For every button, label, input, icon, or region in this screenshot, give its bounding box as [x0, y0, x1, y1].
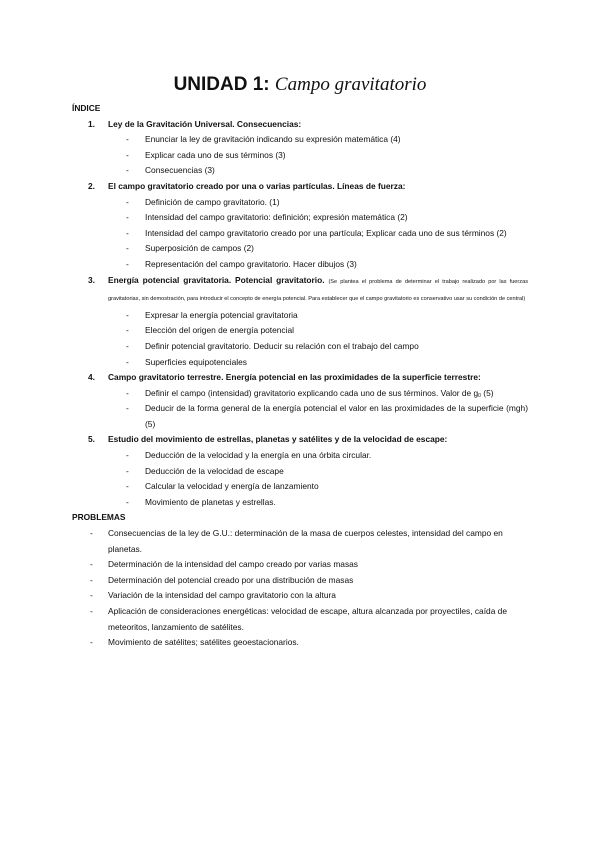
section-note: (Se plantea el problema de determinar el trabajo realizado por las fuerzas gravitatorias, sin demostración, para introducir el concepto de energía potencial. Para establecer que el campo gravitatorio es conservativo usar su condición de central)	[108, 278, 528, 303]
dash-bullet: -	[126, 496, 129, 507]
list-item	[0, 132, 600, 148]
list-item	[0, 401, 600, 432]
section-number: 4.	[88, 372, 95, 383]
dash-bullet: -	[126, 387, 129, 398]
dash-bullet: -	[90, 606, 93, 616]
problem-text: Consecuencias de la ley de G.U.: determinación de la masa de cuerpos celestes, intensidad del campo en planetas.	[108, 528, 503, 554]
section-title-text: Estudio del movimiento de estrellas, planetas y satélites y de la velocidad de escape:	[108, 434, 448, 445]
list-item	[0, 355, 600, 371]
problem-text: Variación de la intensidad del campo gravitatorio con la altura	[108, 590, 336, 601]
problem-item	[0, 604, 600, 635]
section-number: 5.	[88, 434, 95, 445]
list-item-text: Deducción de la velocidad y la energía en una órbita circular.	[145, 450, 372, 461]
problem-item	[0, 588, 600, 604]
list-item-text: Definición de campo gravitatorio. (1)	[145, 196, 280, 207]
list-item-text: Superficies equipotenciales	[145, 356, 247, 367]
dash-bullet: -	[126, 403, 129, 414]
list-item	[0, 386, 600, 402]
dash-bullet: -	[90, 574, 93, 585]
dash-bullet: -	[126, 450, 129, 461]
list-item-text: Movimiento de planetas y estrellas.	[145, 496, 276, 507]
list-item	[0, 210, 600, 226]
section-1	[0, 117, 600, 179]
section-5	[0, 432, 600, 510]
problem-text: Determinación de la intensidad del campo creado por varias masas	[108, 559, 358, 570]
dash-bullet: -	[126, 356, 129, 367]
list-item-text: Enunciar la ley de gravitación indicando su expresión matemática (4)	[145, 134, 401, 145]
section-title-text: Energía potencial gravitatoria. Potencial gravitatorio.	[108, 274, 325, 285]
page-title	[0, 72, 600, 98]
dash-bullet: -	[126, 212, 129, 223]
list-item	[0, 226, 600, 242]
section-number: 2.	[88, 180, 95, 191]
list-item-text: Intensidad del campo gravitatorio: definición; expresión matemática (2)	[145, 212, 408, 223]
index-heading: ÍNDICE	[72, 103, 101, 113]
dash-bullet: -	[126, 258, 129, 269]
section-title-text: El campo gravitatorio creado por una o varias partículas. Líneas de fuerza:	[108, 180, 406, 191]
problem-item	[0, 573, 600, 589]
list-item-text: Definir potencial gravitatorio. Deducir su relación con el trabajo del campo	[145, 340, 419, 351]
section-number: 1.	[88, 118, 95, 129]
title-unit: UNIDAD 1:	[173, 74, 270, 95]
dash-bullet: -	[126, 149, 129, 160]
dash-bullet: -	[90, 559, 93, 570]
section-3	[0, 273, 600, 371]
list-item-text: Deducir de la forma general de la energía potencial el valor en las proximidades de la superficie (mgh) (5)	[145, 403, 528, 429]
dash-bullet: -	[126, 134, 129, 145]
section-2	[0, 179, 600, 273]
dash-bullet: -	[126, 481, 129, 492]
list-item	[0, 241, 600, 257]
list-item-text: Deducción de la velocidad de escape	[145, 465, 284, 476]
list-item-text: Explicar cada uno de sus términos (3)	[145, 149, 286, 160]
dash-bullet: -	[126, 227, 129, 238]
problem-item	[0, 635, 600, 651]
list-item	[0, 448, 600, 464]
section-number: 3.	[88, 274, 95, 285]
dash-bullet: -	[126, 196, 129, 207]
document-body	[0, 101, 600, 651]
list-item	[0, 479, 600, 495]
dash-bullet: -	[126, 325, 129, 336]
title-topic: Campo gravitatorio	[274, 74, 427, 95]
section-title-text: Campo gravitatorio terrestre. Energía potencial en las proximidades de la superficie terrestre:	[108, 372, 481, 383]
dash-bullet: -	[126, 465, 129, 476]
dash-bullet: -	[126, 340, 129, 351]
list-item-text-end: (5)	[480, 387, 494, 398]
list-item	[0, 163, 600, 179]
list-item	[0, 257, 600, 273]
section-title	[0, 273, 600, 308]
list-item-text: Calcular la velocidad y energía de lanzamiento	[145, 481, 319, 492]
list-item	[0, 339, 600, 355]
section-title	[0, 432, 600, 448]
problem-item	[0, 526, 600, 557]
dash-bullet: -	[126, 309, 129, 320]
list-item	[0, 323, 600, 339]
list-item-text: Consecuencias (3)	[145, 165, 215, 176]
problem-text: Determinación del potencial creado por una distribución de masas	[108, 574, 354, 585]
dash-bullet: -	[90, 637, 93, 648]
section-title	[0, 370, 600, 386]
list-item-text: Definir el campo (intensidad) gravitatorio explicando cada uno de sus términos. Valor de g	[145, 387, 479, 398]
list-item	[0, 195, 600, 211]
problem-text: Aplicación de consideraciones energéticas: velocidad de escape, altura alcanzada por proyectiles, caída de meteoritos, lanzamiento de satélites.	[108, 606, 507, 632]
section-title	[0, 179, 600, 195]
list-item	[0, 464, 600, 480]
dash-bullet: -	[126, 243, 129, 254]
section-title	[0, 117, 600, 133]
list-item-text: Superposición de campos (2)	[145, 243, 254, 254]
dash-bullet: -	[90, 528, 93, 539]
section-title-text: Ley de la Gravitación Universal. Consecuencias:	[108, 118, 302, 129]
list-item	[0, 148, 600, 164]
dash-bullet: -	[126, 165, 129, 176]
problem-text: Movimiento de satélites; satélites geoestacionarios.	[108, 637, 299, 648]
list-item	[0, 495, 600, 511]
problem-item	[0, 557, 600, 573]
list-item	[0, 308, 600, 324]
list-item-text: Expresar la energía potencial gravitatoria	[145, 309, 298, 320]
list-item-text: Intensidad del campo gravitatorio creado por una partícula; Explicar cada uno de sus términos (2)	[145, 227, 507, 238]
subscript-zero: 0	[478, 392, 481, 399]
list-item-text: Elección del origen de energía potencial	[145, 325, 294, 336]
section-4	[0, 370, 600, 432]
list-item-text: Representación del campo gravitatorio. Hacer dibujos (3)	[145, 258, 357, 269]
dash-bullet: -	[90, 590, 93, 601]
problems-heading: PROBLEMAS	[72, 512, 126, 523]
